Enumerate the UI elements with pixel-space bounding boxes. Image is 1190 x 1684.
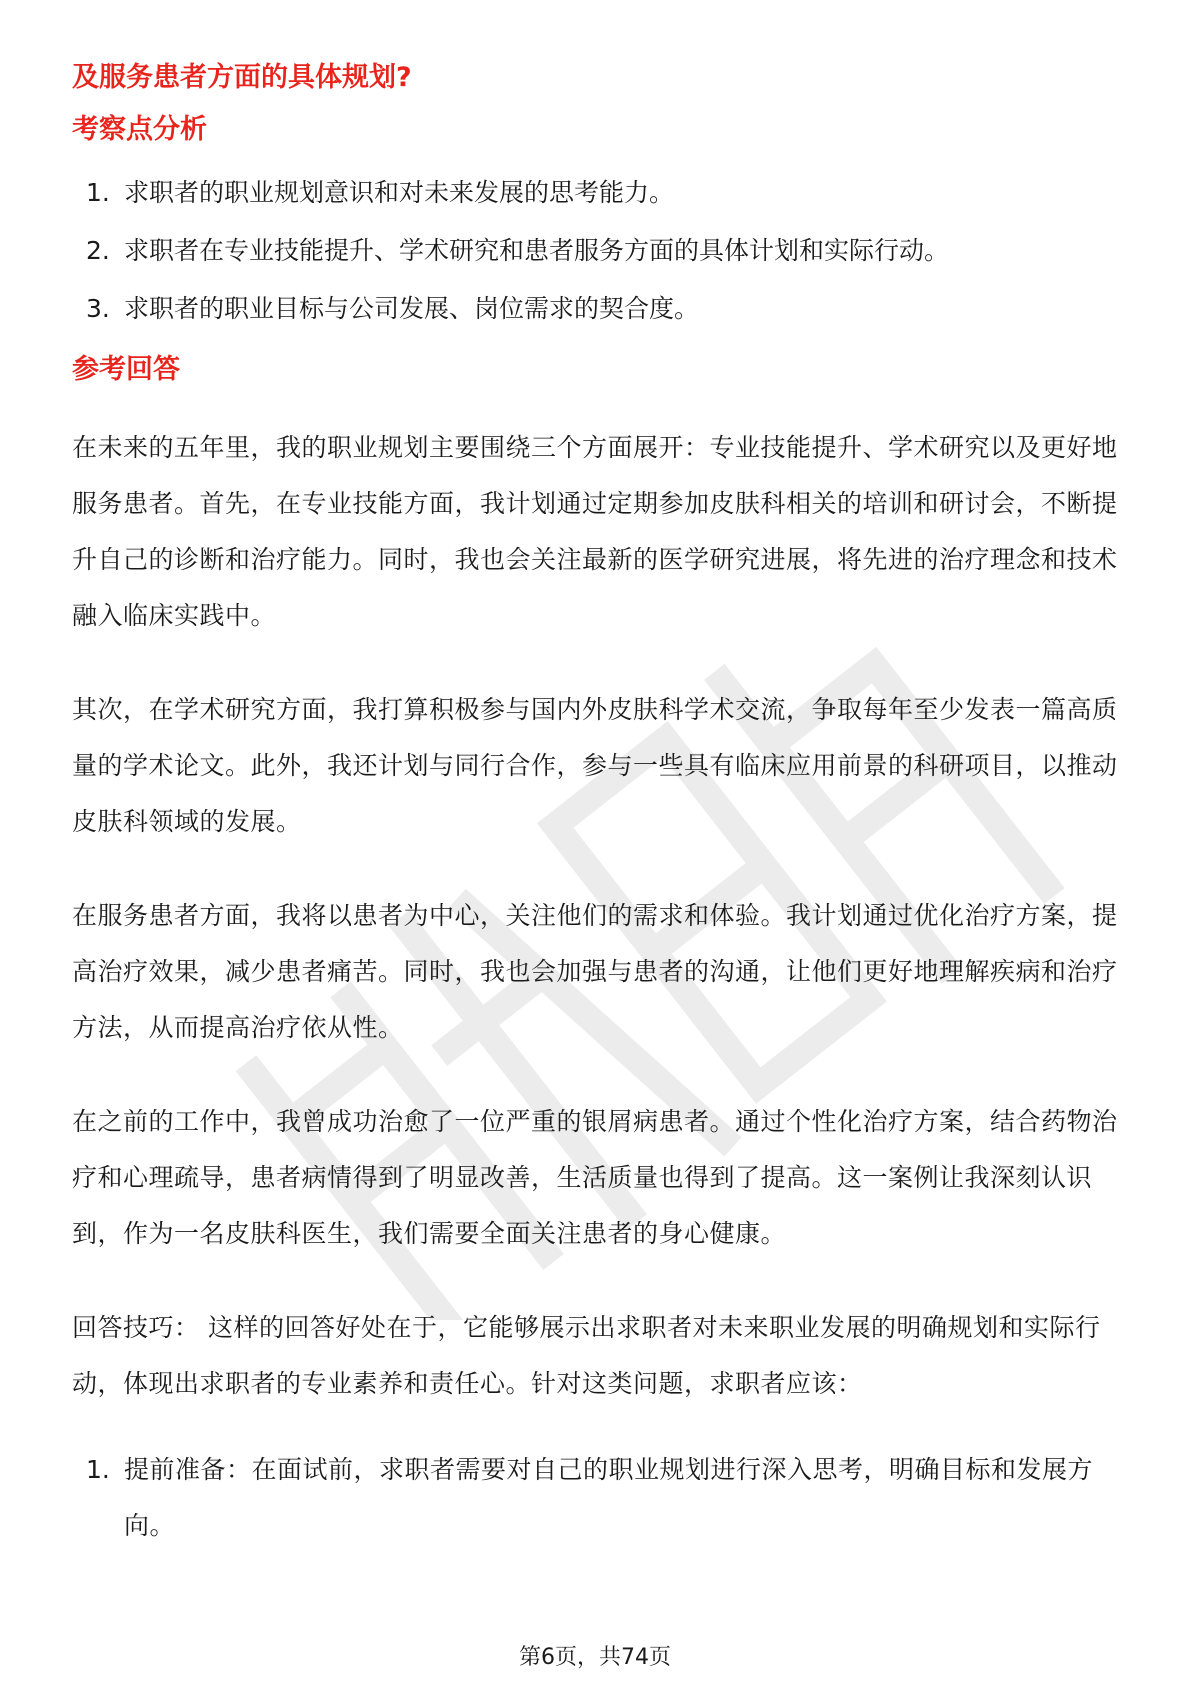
list-item-number: 3. [86,294,110,323]
page-number-footer: 第6页，共74页 [519,1645,671,1670]
list-item [72,292,1122,326]
list-item-number: 1. [86,178,110,207]
answer-paragraph: 其次，在学术研究方面，我打算积极参与国内外皮肤科学术交流，争取每年至少发表一篇高质量的学术论文。此外，我还计划与同行合作，参与一些具有临床应用前景的科研项目，以推动皮肤科领域的发展。 [72,695,1118,836]
list-item-text: 求职者在专业技能提升、学术研究和患者服务方面的具体计划和实际行动。 [124,236,950,265]
answer-paragraph: 在未来的五年里，我的职业规划主要围绕三个方面展开：专业技能提升、学术研究以及更好地服务患者。首先，在专业技能方面，我计划通过定期参加皮肤科相关的培训和研讨会，不断提升自己的诊断和治疗能力。同时，我也会关注最新的医学研究进展，将先进的治疗理念和技术融入临床实践中。 [72,433,1118,630]
list-item [72,1442,1122,1554]
analysis-list [72,176,1122,326]
answer-heading: 参考回答 [72,354,180,385]
question-heading: 及服务患者方面的具体规划? [72,62,412,93]
answer-paragraph: 在之前的工作中，我曾成功治愈了一位严重的银屑病患者。通过个性化治疗方案，结合药物治疗和心理疏导，患者病情得到了明显改善，生活质量也得到了提高。这一案例让我深刻认识到，作为一名皮肤科医生，我们需要全面关注患者的身心健康。 [72,1107,1118,1248]
list-item-text: 求职者的职业目标与公司发展、岗位需求的契合度。 [124,294,700,323]
tips-list [72,1442,1122,1554]
answer-paragraph: 在服务患者方面，我将以患者为中心，关注他们的需求和体验。我计划通过优化治疗方案，提高治疗效果，减少患者痛苦。同时，我也会加强与患者的沟通，让他们更好地理解疾病和治疗方法，从而提高治疗依从性。 [72,901,1118,1042]
list-item [72,234,1122,268]
answer-tips-paragraph: 回答技巧： 这样的回答好处在于，它能够展示出求职者对未来职业发展的明确规划和实际行动，体现出求职者的专业素养和责任心。针对这类问题，求职者应该： [72,1313,1101,1398]
list-item-number: 1. [86,1455,110,1484]
list-item-number: 2. [86,236,110,265]
list-item-text: 求职者的职业规划意识和对未来发展的思考能力。 [124,178,675,207]
main-content [72,50,1122,1554]
list-item [72,176,1122,210]
analysis-heading: 考察点分析 [72,114,207,145]
list-item-text: 提前准备：在面试前，求职者需要对自己的职业规划进行深入思考，明确目标和发展方向。 [124,1455,1094,1540]
